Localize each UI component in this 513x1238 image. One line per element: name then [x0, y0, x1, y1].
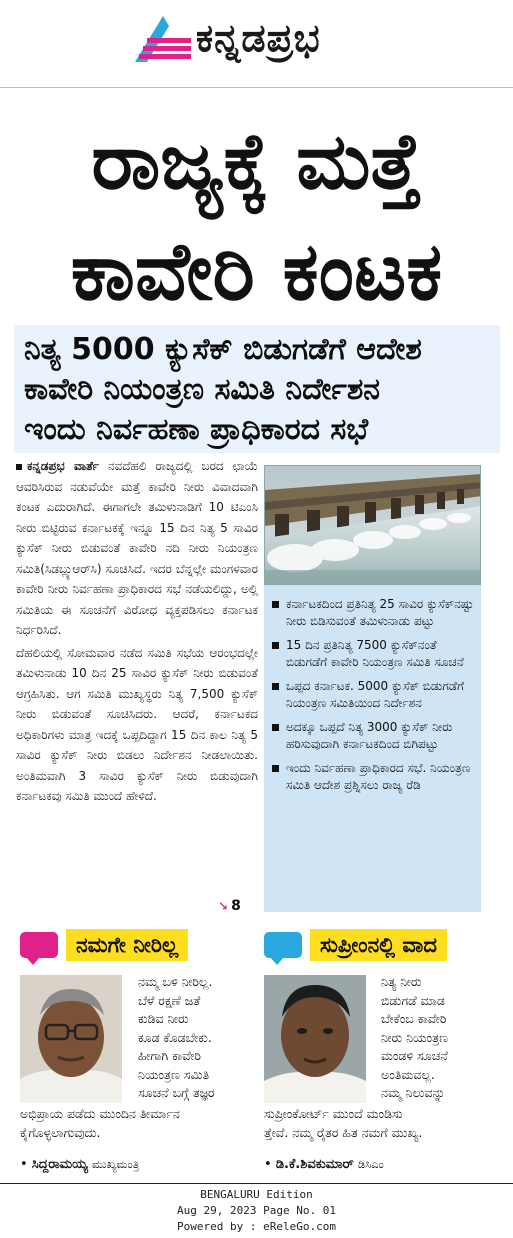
quote-line: ನಿತ್ಯ ನೀರು [381, 974, 422, 989]
key-point [270, 760, 475, 794]
key-point-text: ಒಪ್ಪದ ಕರ್ನಾಟಕ. 5000 ಕ್ಯುಸೆಕ್ ಬಿಡುಗಡೆಗೆ ನಿಯಂತ್ರಣ ಸಮಿತಿಯಿಂದ ನಿರ್ದೇಶನ [286, 679, 464, 710]
bullet-icon [272, 601, 279, 608]
subhead-2: ಕಾವೇರಿ ನಿಯಂತ್ರಣ ಸಮಿತಿ ನಿರ್ದೇಶನ [24, 372, 380, 407]
right-quote-title: ಸುಪ್ರೀಂನಲ್ಲಿ ವಾದ [310, 929, 447, 961]
quote-line: ನಮ್ಮ ಬಳಿ ನೀರಿಲ್ಲ. [138, 974, 213, 989]
footer-edition: BENGALURU Edition [200, 1188, 313, 1201]
continued-on-page[interactable] [218, 898, 241, 914]
portrait-icon [20, 975, 122, 1103]
byline-name: ಸಿದ್ದರಾಮಯ್ಯ [31, 1157, 88, 1172]
quote-line: ಹೀಗಾಗಿ ಕಾವೇರಿ [138, 1048, 201, 1063]
key-point [270, 596, 475, 630]
bullet-icon [272, 724, 279, 731]
story-para-1 [16, 456, 258, 641]
quote-line: ಮಂಡಳಿ ಸೂಚನೆ [381, 1048, 448, 1063]
bullet-icon: • [264, 1157, 272, 1172]
byline-role: ಮುಖ್ಯಮಂತ್ರಿ [91, 1157, 140, 1171]
quote-line: ಕುಡಿವ ನೀರು [138, 1011, 189, 1026]
key-point [270, 678, 475, 712]
footer-divider [0, 1183, 513, 1184]
dateline: ಕನ್ನಡಪ್ರಭ ವಾರ್ತೆ [27, 459, 100, 473]
key-point-text: ಇಂದು ನಿರ್ವಹಣಾ ಪ್ರಾಧಿಕಾರದ ಸಭೆ. ನಿಯಂತ್ರಣ ಸಮಿತಿ ಆದೇಶ ಪ್ರಶ್ನಿಸಲು ರಾಜ್ಯ ರೆಡಿ [286, 761, 471, 792]
quote-line: ಕೂಡ ಕೊಡಬೇಕು. [138, 1029, 212, 1045]
bullet-icon [272, 765, 279, 772]
story-para-2 [16, 643, 258, 807]
key-point-text: 15 ದಿನ ಪ್ರತಿನಿತ್ಯ 7500 ಕ್ಯುಸೆಕ್‌ನಂತೆ ಬಿಡುಗಡೆಗೆ ಕಾವೇರಿ ನಿಯಂತ್ರಣ ಸಮಿತಿ ಸೂಚನೆ [286, 638, 464, 669]
footer-powered-by[interactable]: Powered by : eReleGo.com [177, 1220, 336, 1233]
key-point-text: ಅದಕ್ಕೂ ಒಪ್ಪದೆ ನಿತ್ಯ 3000 ಕ್ಯುಸೆಕ್ ನೀರು ಹರಿಸುವುದಾಗಿ ಕರ್ನಾಟಕದಿಂದ ಬಿಗಿಪಟ್ಟು [286, 720, 453, 751]
bullet-icon [272, 683, 279, 690]
quote-line: ಕೈಗೊಳ್ಳಲಾಗುವುದು. [20, 1124, 101, 1140]
logo-icon [133, 14, 193, 64]
story-text-2: ದೆಹಲಿಯಲ್ಲಿ ಸೋಮವಾರ ನಡೆದ ಸಮಿತಿ ಸಭೆಯ ಆರಂಭದಲ್ಲೇ ತಮಿಳುನಾಡು 10 ದಿನ 25 ಸಾವಿರ ಕ್ಯುಸೆಕ್ ನೀರು ಬಿಡುವಂತೆ ಆಗ್ರಹಿಸಿತು. ಆಗ ಸಮಿತಿ ಮುಖ್ಯಸ್ಥರು ನಿತ್ಯ 7,500 ಕ್ಯುಸೆಕ್ ನೀರು ಬಿಡುವಂತೆ ಸೂಚಿಸಿದರು. ಆದರೆ, ಕರ್ನಾಟಕದ ಅಧಿಕಾರಿಗಳು ಮಾತ್ರ ಇದಕ್ಕೆ ಒಪ್ಪದಿದ್ದಾಗ 15 ದಿನ ಕಾಲ ನಿತ್ಯ 5 ಸಾವಿರ ಕ್ಯುಸೆಕ್ ನೀರು ಬಿಡಲು ನಿರ್ದೇಶನ ನೀಡಲಾಯಿತು. ಅಂತಿಮವಾಗಿ 3 ಸಾವಿರ ಕ್ಯುಸೆಕ್ ನೀರು ಬಿಡುವುದಾಗಿ ಕರ್ನಾಟಕವು ಸಮಿತಿ ಮುಂದೆ ಹೇಳಿದೆ. [16, 645, 258, 803]
portrait-icon [264, 975, 366, 1103]
headline-line-2: ಕಾವೇರಿ ಕಂಟಕ [70, 225, 443, 318]
quote-line: ನೀರು ನಿಯಂತ್ರಣ [381, 1029, 448, 1045]
right-quote-text [381, 973, 448, 1103]
quote-line: ಬೇಕೆಂಬ ಕಾವೇರಿ [381, 1011, 447, 1026]
quote-line: ನಮ್ಮ ನಿಲುವನ್ನು [381, 1085, 446, 1100]
bullet-icon [272, 642, 279, 649]
quote-line: ಸೂಚನೆ ಬಗ್ಗೆ ತಜ್ಞರ [138, 1085, 215, 1100]
bullet-icon [16, 464, 22, 470]
footer-date-page: Aug 29, 2023 Page No. 01 [177, 1204, 336, 1217]
logo-text: ಕನ್ನಡಪ್ರಭ [196, 16, 321, 60]
dam-photo-icon [265, 466, 481, 585]
subhead-3: ಇಂದು ನಿರ್ವಹಣಾ ಪ್ರಾಧಿಕಾರದ ಸಭೆ [24, 412, 369, 447]
subhead-1: ನಿತ್ಯ 5000 ಕ್ಯುಸೆಕ್ ಬಿಡುಗಡೆಗೆ ಆದೇಶ [24, 332, 422, 367]
left-quote-text-wide [20, 1105, 180, 1142]
right-quote-byline [264, 1157, 384, 1172]
quote-line: ಅಂತಿಮವಲ್ಲ. [381, 1066, 435, 1082]
key-point-text: ಕರ್ನಾಟಕದಿಂದ ಪ್ರತಿನಿತ್ಯ 25 ಸಾವಿರ ಕ್ಯುಸೆಕ್‌ನಷ್ಟು ನೀರು ಬಿಡಿಸುವಂತೆ ತಮಿಳುನಾಡು ಪಟ್ಟು [286, 597, 474, 628]
masthead [0, 0, 513, 88]
left-quote-text [138, 973, 215, 1103]
quote-line: ನಿಯಂತ್ರಣ ಸಮಿತಿ [138, 1066, 210, 1082]
story-text-1: ನವದೆಹಲಿ ರಾಜ್ಯದಲ್ಲಿ ಬರದ ಛಾಯೆ ಆವರಿಸಿರುವ ನಡುವೆಯೇ ಮತ್ತೆ ಕಾವೇರಿ ನೀರು ವಿವಾದವಾಗಿ ಕಂಟಕ ಎದುರಾಗಿದೆ. ಈಗಾಗಲೇ ತಮಿಳುನಾಡಿಗೆ 10 ಟಿಎಂಸಿ ನೀರು ಬಿಟ್ಟಿರುವ ಕರ್ನಾಟಕಕ್ಕೆ ಇನ್ನೂ 15 ದಿನ ನಿತ್ಯ 5 ಸಾವಿರ ಕ್ಯುಸೆಕ್ ನೀರು ಬಿಡುವಂತೆ ಕಾವೇರಿ ನದಿ ನೀರು ನಿಯಂತ್ರಣ ಸಮಿತಿ(ಸಿಡಬ್ಲ್ಯುಆರ್‌ಸಿ) ಸೂಚಿಸಿದೆ. ಇದರ ಬೆನ್ನಲ್ಲೇ ಮಂಗಳವಾರ ಕಾವೇರಿ ನೀರು ನಿರ್ವಹಣಾ ಪ್ರಾಧಿಕಾರದ ಸಭೆ ನಡೆಯಲಿದ್ದು, ಅಲ್ಲಿ ಸಮಿತಿಯ ಈ ಸೂಚನೆಗೆ ವಿರೋಧ ವ್ಯಕ್ತಪಡಿಸಲು ಕರ್ನಾಟಕ ನಿರ್ಧರಿಸಿದೆ. [16, 459, 258, 637]
byline-name: ಡಿ.ಕೆ.ಶಿವಕುಮಾರ್ [275, 1157, 354, 1172]
dam-photo [264, 465, 481, 585]
key-points-box [264, 585, 481, 912]
left-quote-title: ನಮಗೇ ನೀರಿಲ್ಲ [66, 929, 188, 961]
siddaramaiah-photo [20, 975, 122, 1103]
headline-line-1: ರಾಜ್ಯಕ್ಕೆ ಮತ್ತೆ [91, 117, 422, 207]
right-quote-header [264, 928, 447, 962]
left-quote-header [20, 928, 188, 962]
right-quote-text-wide [264, 1105, 422, 1142]
speech-bubble-icon [264, 932, 302, 958]
quote-line: ಸುಪ್ರೀಂಕೋರ್ಟ್ ಮುಂದೆ ಮಂಡಿಸು [264, 1106, 403, 1121]
quote-line: ಬೆಳೆ ರಕ್ಷಣೆ ಜತೆ [138, 992, 201, 1008]
bullet-icon: • [20, 1157, 28, 1172]
shivakumar-photo [264, 975, 366, 1103]
key-point [270, 637, 475, 671]
quote-line: ಬಿಡುಗಡೆ ಮಾಡ [381, 992, 445, 1008]
key-point [270, 719, 475, 753]
story-body [16, 456, 258, 916]
quote-line: ಅಭಿಪ್ರಾಯ ಪಡೆದು ಮುಂದಿನ ತೀರ್ಮಾನ [20, 1106, 180, 1121]
arrow-icon: ↘ [218, 899, 229, 913]
left-quote-byline [20, 1157, 139, 1172]
quote-line: ತ್ತೇವೆ. ನಮ್ಮ ರೈತರ ಹಿತ ನಮಗೆ ಮುಖ್ಯ. [264, 1124, 423, 1140]
jump-page: 8 [231, 898, 241, 914]
byline-role: ಡಿಸಿಎಂ [357, 1157, 384, 1171]
speech-bubble-icon [20, 932, 58, 958]
